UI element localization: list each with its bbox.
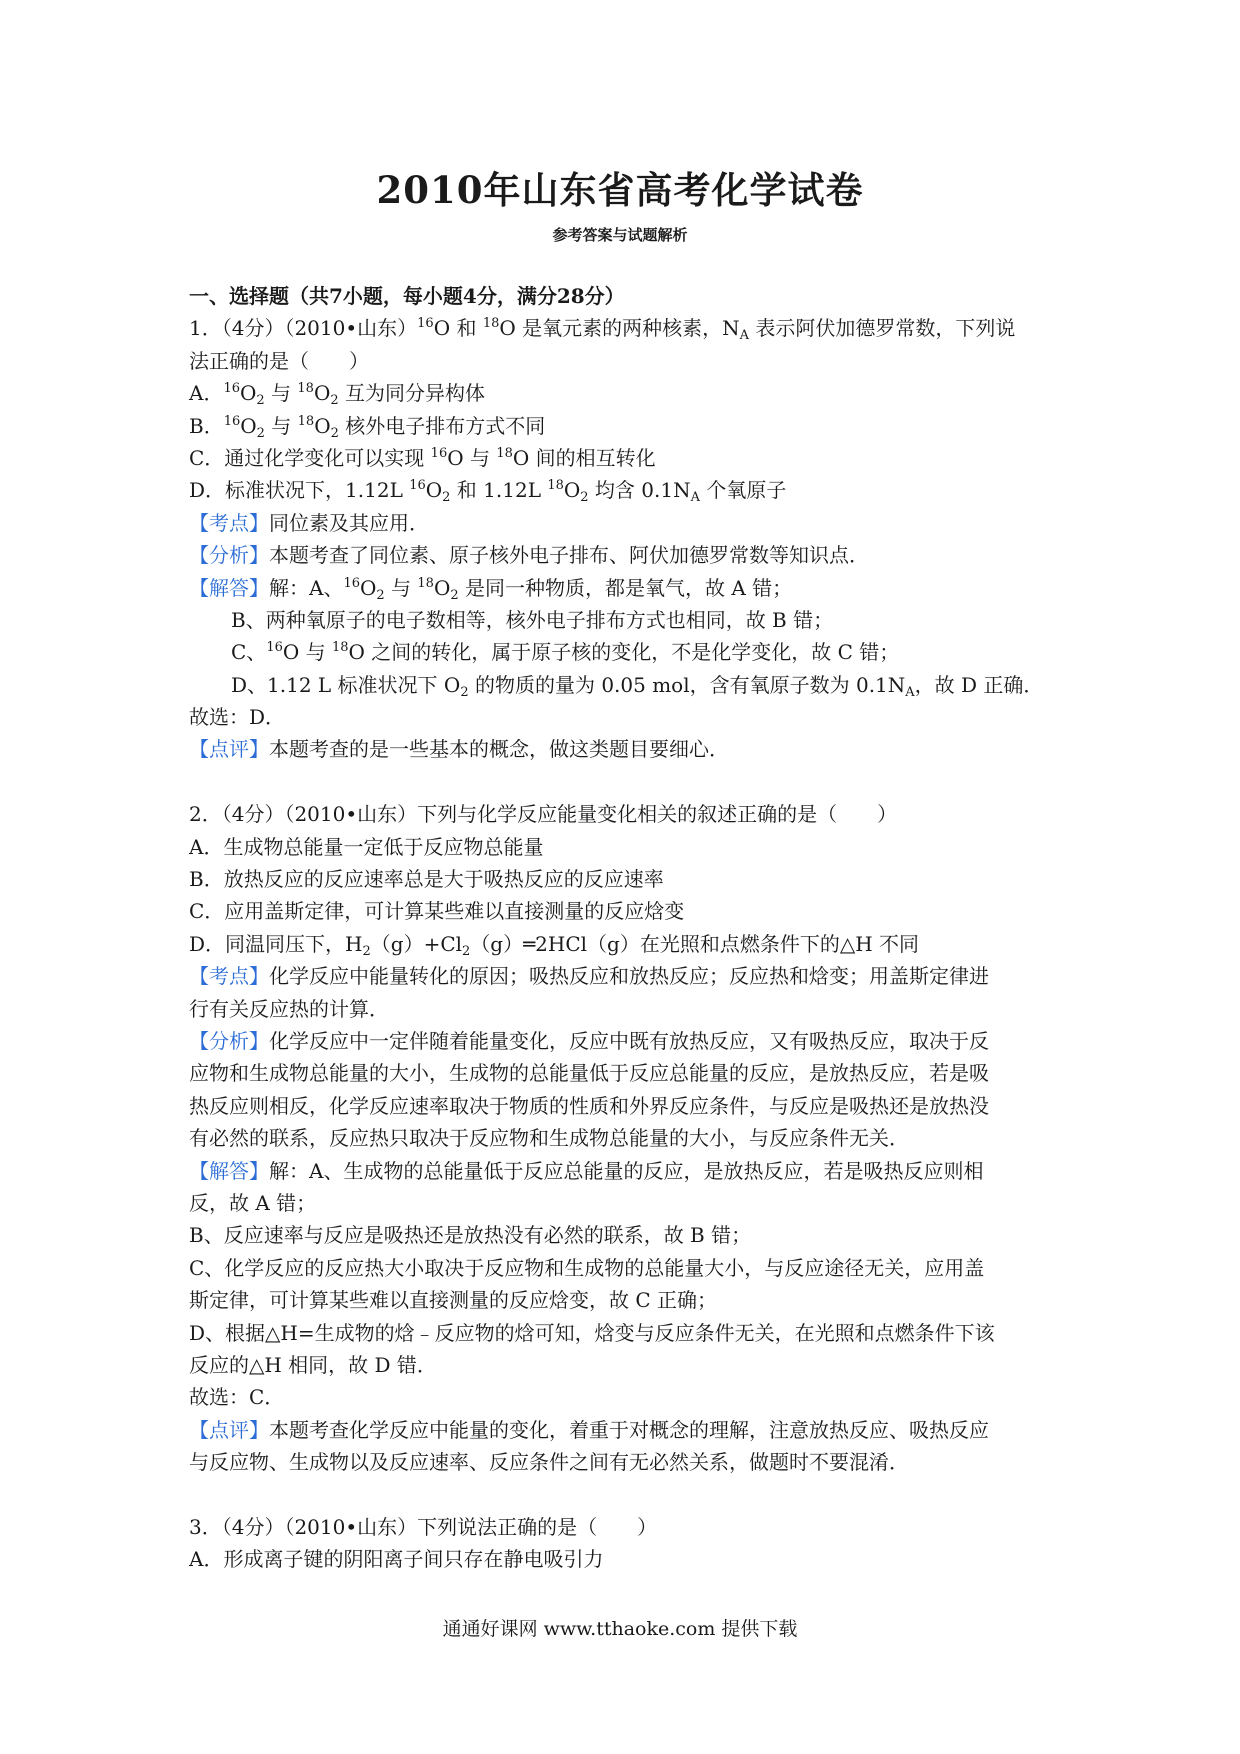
q1-option-b: B．$^{16}O_2$ 与 $^{18}O_2$ 核外电子排布方式不同 [189,413,546,441]
q1-kaodian: 【考点】同位素及其应用． [189,510,429,535]
q1-dianping: 【点评】本题考查的是一些基本的概念，做这类题目要细心． [189,737,729,762]
page-footer: 通通好课网 www.tthaoke.com 提供下载 [442,1618,798,1640]
dianping-tag: 【点评】 [189,1417,269,1442]
fenxi-tag: 【分析】 [189,543,269,568]
q1-stem-line2: 法正确的是（ ） [189,348,369,373]
q2-jieda-1: 【解答】解：A、生成物的总能量低于反应总能量的反应，是放热反应，若是吸热反应则相 [189,1158,984,1183]
spacer [189,1478,1069,1510]
q2-jieda-6: D、根据△H=生成物的焓﹣反应物的焓可知，焓变与反应条件无关，在光照和点燃条件下该 [189,1320,995,1345]
q2-fenxi-4: 有必然的联系，反应热只取决于反应物和生成物总能量的大小，与反应条件无关． [189,1126,909,1151]
q1-jieda-a: 【解答】解：A、$^{16}O_2$ 与 $^{18}O_2$ 是同一种物质，都是氧气，故 A 错； [189,575,793,603]
q2-jieda-4: C、化学反应的反应热大小取决于反应物和生成物的总能量大小，与反应途径无关，应用盖 [189,1255,985,1280]
q1-jieda-b: B、两种氧原子的电子数相等，核外电子排布方式也相同，故 B 错； [231,607,834,632]
spacer [189,766,1069,798]
page-title: 2010年山东省高考化学试卷 [376,168,864,212]
q1-choice: 故选：D． [189,705,286,730]
q2-stem: 2．（4分）（2010•山东）下列与化学反应能量变化相关的叙述正确的是（ ） [189,802,898,827]
q2-jieda-7: 反应的△H 相同，故 D 错． [189,1352,437,1377]
q2-option-d: D．同温同压下，$H_2(g)+Cl_2(g)═2HCl(g)$在光照和点燃条件下的△H 不同 [189,931,920,959]
q1-option-d: D．标准状况下，1.12L $^{16}O_2$ 和 1.12L $^{18}O_2$ 均含 $0.1N_A$ 个氧原子 [189,478,787,506]
q2-fenxi-2: 应物和生成物总能量的大小，生成物的总能量低于反应总能量的反应，是放热反应，若是吸 [189,1061,989,1086]
jieda-tag: 【解答】 [189,575,269,600]
q1-fenxi: 【分析】本题考查了同位素、原子核外电子排布、阿伏加德罗常数等知识点． [189,543,869,568]
page-subtitle: 参考答案与试题解析 [552,226,688,244]
q2-option-a: A．生成物总能量一定低于反应物总能量 [189,834,544,859]
document-body [189,280,1069,1576]
q2-jieda-5: 斯定律，可计算某些难以直接测量的反应焓变，故 C 正确； [189,1288,718,1313]
q2-jieda-2: 反，故 A 错； [189,1190,317,1215]
q1-jieda-c: C、$^{16}$O 与 $^{18}$O 之间的转化，属于原子核的变化，不是化学变化，故 C 错； [231,640,900,665]
kaodian-tag: 【考点】 [189,964,269,989]
q2-fenxi-3: 热反应则相反，化学反应速率取决于物质的性质和外界反应条件，与反应是吸热还是放热没 [189,1093,989,1118]
q1-option-c: C．通过化学变化可以实现 $^{16}$O 与 $^{18}$O 间的相互转化 [189,445,656,470]
q1-jieda-d: D、1.12 L 标准状况下 $O_2$ 的物质的量为 0.05 mol，含有氧原子数为 $0.1N_A$，故 D 正确． [231,672,1044,700]
q2-dianping-1: 【点评】本题考查化学反应中能量的变化，着重于对概念的理解，注意放热反应、吸热反应 [189,1417,989,1442]
kaodian-tag: 【考点】 [189,510,269,535]
q2-choice: 故选：C． [189,1385,285,1410]
dianping-tag: 【点评】 [189,737,269,762]
q2-jieda-3: B、反应速率与反应是吸热还是放热没有必然的联系，故 B 错； [189,1223,752,1248]
q2-kaodian-2: 行有关反应热的计算． [189,996,389,1021]
fenxi-tag: 【分析】 [189,1028,269,1053]
section-title: 一、选择题（共7小题，每小题4分，满分28分） [189,284,625,308]
q2-option-b: B．放热反应的反应速率总是大于吸热反应的反应速率 [189,867,664,892]
q2-option-c: C．应用盖斯定律，可计算某些难以直接测量的反应焓变 [189,899,685,924]
q3-option-a: A．形成离子键的阴阳离子间只存在静电吸引力 [189,1547,604,1572]
q2-dianping-2: 与反应物、生成物以及反应速率、反应条件之间有无必然关系，做题时不要混淆． [189,1450,909,1475]
q2-kaodian-1: 【考点】化学反应中能量转化的原因；吸热反应和放热反应；反应热和焓变；用盖斯定律进 [189,964,989,989]
jieda-tag: 【解答】 [189,1158,269,1183]
q3-stem: 3．（4分）（2010•山东）下列说法正确的是（ ） [189,1514,658,1539]
q2-fenxi-1: 【分析】化学反应中一定伴随着能量变化，反应中既有放热反应，又有吸热反应，取决于反 [189,1028,989,1053]
q1-option-a: A．$^{16}O_2$ 与 $^{18}O_2$ 互为同分异构体 [189,381,485,409]
q1-stem-line1: 1．（4分）（2010•山东）$^{16}$O 和 $^{18}$O 是氧元素的两种核素，$N_A$ 表示阿伏加德罗常数，下列说 [189,316,1016,344]
